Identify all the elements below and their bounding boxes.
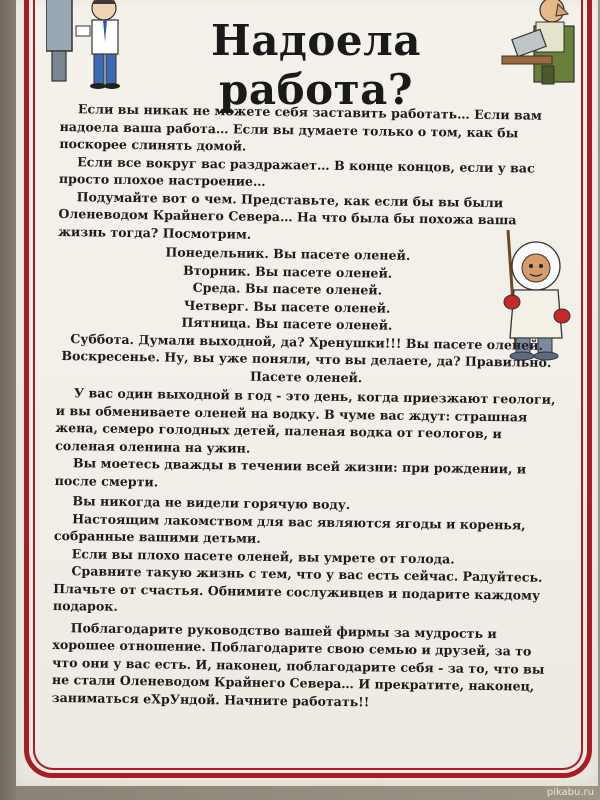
poster-sheet — [16, 0, 598, 786]
weekend-line: Воскресенье. Ну, вы уже поняли, что вы делаете, да? Правильно. — [61, 348, 552, 370]
paragraph: Если все вокруг вас раздражает… В конце концов, если у вас просто плохое настроение… — [58, 153, 535, 189]
paragraph: Вы никогда не видели горячую воду. — [72, 493, 351, 513]
weekend-line: Суббота. Думали выходной, да? Хренушки!!! Вы пасете оленей. — [70, 330, 544, 353]
day-line: Понедельник. Вы пасете оленей. — [165, 244, 411, 263]
laptop-worker-illustration — [494, 0, 594, 88]
day-line: Вторник. Вы пасете оленей. — [182, 262, 393, 281]
day-line: Пятница. Вы пасете оленей. — [181, 314, 393, 333]
paragraph: У вас один выходной в год - это день, когда приезжают геологи, и вы обмениваете оленей на водку. В чуме вас ждут: страшная жена, семеро голодных детей, паленая водка от геологов, и соленая оленина на ужин. — [55, 385, 556, 456]
weekend-line: Пасете оленей. — [249, 368, 363, 385]
paragraph: Если вы плохо пасете оленей, вы умрете от голода. — [71, 545, 455, 567]
paragraph: Сравните такую жизнь с тем, что у вас есть сейчас. Радуйтесь. Плачьте от счастья. Обнимите сослуживцев и подарите каждому подарок. — [52, 563, 543, 614]
watermark: pikabu.ru — [546, 787, 594, 798]
paragraph: Поблагодарите руководство вашей фирмы за мудрость и хорошее отношение. Поблагодарите свою семью и друзей, за то что они у вас есть. И, наконец, поблагодарите себя - за то, что вы не стали Оленеводом Крайнего Севера… И прекратите, наконец, заниматься еХрУндой. Начните работать!! — [51, 619, 545, 709]
day-line: Четверг. Вы пасете оленей. — [183, 297, 391, 316]
poster-text — [52, 100, 560, 713]
day-line: Среда. Вы пасете оленей. — [192, 279, 383, 298]
poster-title: Надоела работа? — [211, 16, 421, 114]
paragraph: Если вы никак не можете себя заставить работать… Если вам надоела ваша работа… Если вы думаете только о том, как бы поскорее слинять домой. — [59, 101, 542, 154]
paragraph: Вы моетесь дважды в течении всей жизни: при рождении, и после смерти. — [54, 455, 527, 489]
paragraph: Подумайте вот о чем. Представьте, как если бы вы были Оленеводом Крайнего Севера… На что была бы похожа ваша жизнь тогда? Посмотрим. — [58, 188, 517, 242]
paragraph: Настоящим лакомством для вас являются ягоды и коренья, собранные вашими детьми. — [53, 510, 526, 546]
